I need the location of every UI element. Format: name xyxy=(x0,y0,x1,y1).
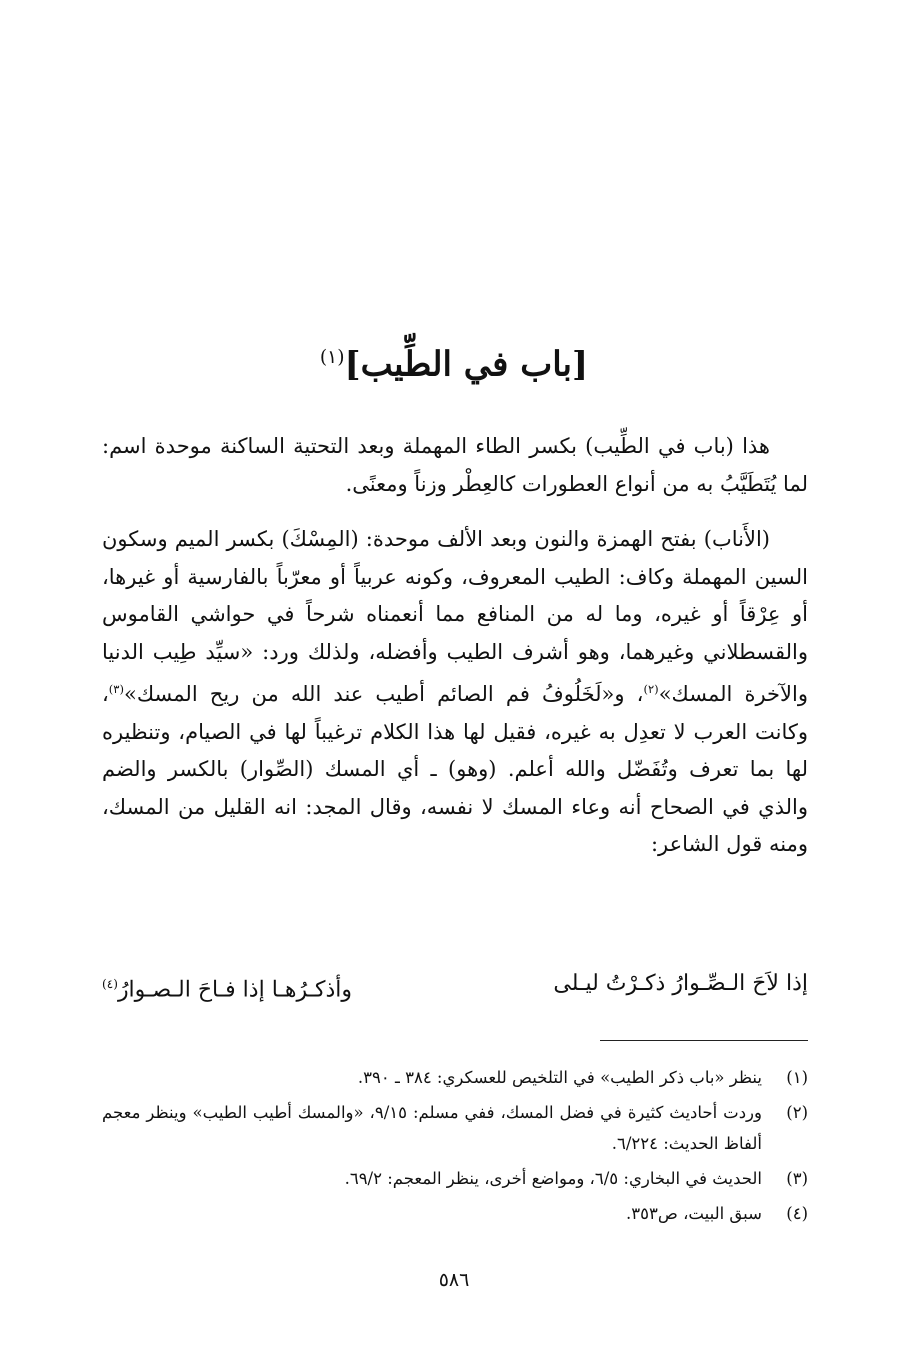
page-number: ٥٨٦ xyxy=(438,1269,470,1291)
footnote-ref-2[interactable]: (٢) xyxy=(643,682,659,696)
chapter-heading xyxy=(0,336,908,386)
footnote-number: (٢) xyxy=(786,1103,808,1122)
paragraph-2-text-part-1: (الأَناب) بفتح الهمزة والنون وبعد الألف موحدة: (المِسْكَ) بكسر الميم وسكون السين المهملة وكاف: الطيب المعروف، وكونه عربياً أو معرّباً بالفارسية أو غيرها، أو عِرْقاً أو غيره، وما له من المنافع مما أنعمناه شرحاً في حواشي القاموس والقسطلاني وغيرهما، وهو أشرف الطيب وأفضله، ولذلك ورد: «سيِّد طِيب الدنيا والآخرة المسك» xyxy=(102,527,808,706)
footnote-2 xyxy=(102,1097,808,1159)
verse-first-hemistich: إذا لاَحَ الـصِّـوارُ ذكـرْتُ ليـلى xyxy=(553,971,808,996)
footnote-text: ينظر «باب ذكر الطيب» في التلخيص للعسكري: ٣٨٤ ـ ٣٩٠. xyxy=(357,1068,762,1087)
footnote-4 xyxy=(102,1198,808,1229)
paragraph-2-text-part-3: ، وكانت العرب لا تعدِل به غيره، فقيل لها هذا الكلام ترغيباً لها في الصيام، وتنظيره لها بما تعرف وتُفَضّل والله أعلم. (وهو) ـ أي المسك (الصِّوار) بالكسر والضم والذي في الصحاح أنه وعاء المسك لا نفسه، وقال المجد: انه القليل من المسك، ومنه قول الشاعر: xyxy=(102,682,808,856)
paragraph-2 xyxy=(102,521,808,864)
chapter-title: [باب في الطِّيب] xyxy=(344,344,589,385)
footnote-number: (٤) xyxy=(786,1204,808,1223)
footnotes xyxy=(102,1062,808,1233)
footnote-3 xyxy=(102,1163,808,1194)
paragraph-1-text: هذا (باب في الطِّيب) بكسر الطاء المهملة وبعد التحتية الساكنة موحدة اسم: لما يُتَطَيَّبُ به من أنواع العطورات كالعِطْر وزناً ومعنًى. xyxy=(102,434,808,496)
chapter-footnote-ref[interactable]: (١) xyxy=(319,347,345,368)
paragraph-1 xyxy=(102,428,808,503)
poetry-verse xyxy=(102,964,808,1004)
verse-second-hemistich: وأذكـرُهـا إذا فـاحَ الـصـوارُ xyxy=(117,977,353,1003)
verse-second-hemistich-wrap xyxy=(102,964,462,1010)
footnote-text: وردت أحاديث كثيرة في فضل المسك، ففي مسلم: ٩/١٥، «والمسك أطيب الطيب» وينظر معجم ألفاظ الحديث: ٦/٢٢٤. xyxy=(102,1103,762,1153)
paragraph-2-text-part-2: ، و«لَخَلُوفُ فم الصائم أطيب عند الله من ريح المسك» xyxy=(124,682,644,706)
footnote-1 xyxy=(102,1062,808,1093)
footnote-ref-3[interactable]: (٣) xyxy=(108,682,125,696)
footnote-ref-4[interactable]: (٤) xyxy=(102,977,118,991)
footnote-text: سبق البيت، ص٣٥٣. xyxy=(626,1204,762,1223)
footnote-number: (٣) xyxy=(786,1169,808,1188)
footnote-number: (١) xyxy=(786,1068,808,1087)
body-text xyxy=(102,428,808,864)
footnote-text: الحديث في البخاري: ٦/٥، ومواضع أخرى، ينظر المعجم: ٦٩/٢. xyxy=(344,1169,762,1188)
footnote-separator xyxy=(600,1040,808,1041)
